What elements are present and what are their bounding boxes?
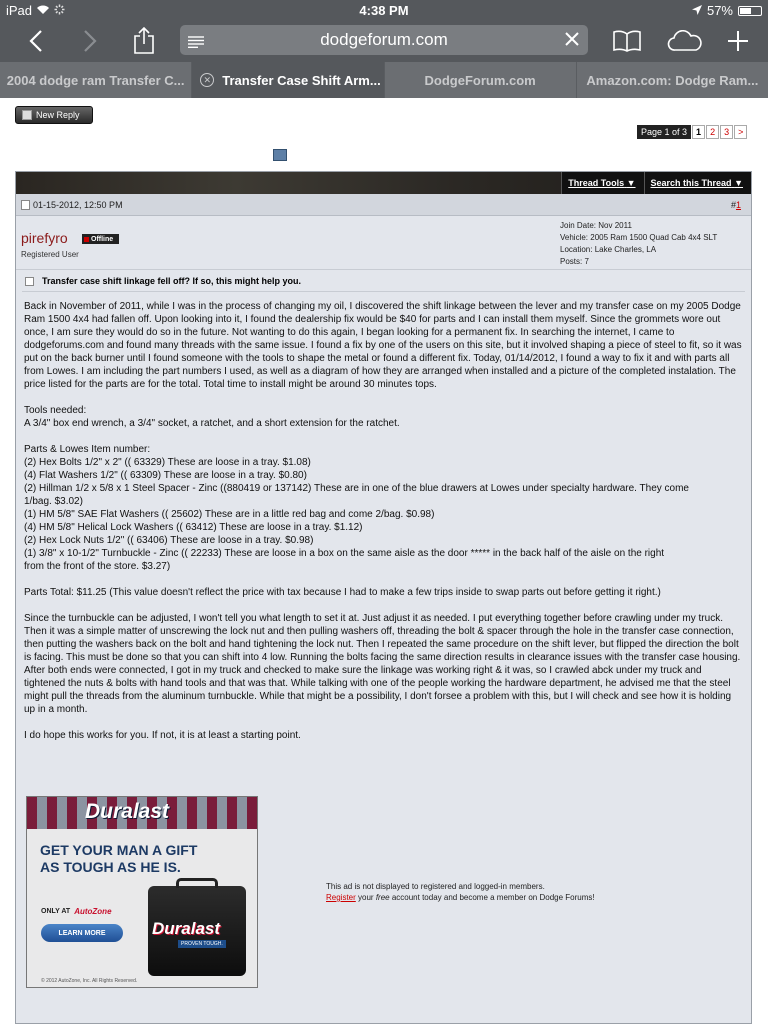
new-tab-button[interactable] [722,25,754,57]
only-at-label: ONLY AT [41,908,71,915]
case-handle [176,878,218,888]
post-header [16,194,751,216]
page-count-label: Page 1 of 3 [637,125,691,139]
location: Location: Lake Charles, LA [560,245,657,254]
url-text: dodgeforum.com [320,30,448,49]
address-bar[interactable] [180,25,588,55]
status-bar [0,0,768,20]
post-body [16,292,751,742]
ad-logo: Duralast [85,800,170,823]
tab-3[interactable] [385,62,577,98]
parts-item: (1) 3/8" x 10-1/2" Turnbuckle - Zinc (( 22233) These are loose in a box on the same aisle as the door ***** in the back half of the aisle on the right [24,548,665,559]
parts-item: (2) Hillman 1/2 x 5/8 x 1 Steel Spacer - Zinc ((880419 or 137142) These are in one of the blue drawers at Lowes under specialty hardware. They come [24,483,689,494]
back-button[interactable] [20,25,52,57]
new-reply-button[interactable] [15,106,93,124]
autozone-logo: AutoZone [74,907,112,916]
share-button[interactable] [128,25,160,57]
page-link-3[interactable]: 3 [720,125,733,139]
vehicle: Vehicle: 2005 Ram 1500 Quad Cab 4x4 SLT [560,233,718,242]
parts-item: (2) Hex Lock Nuts 1/2" (( 63406) These are loose in a tray. $0.98) [24,535,314,546]
parts-item: (4) Flat Washers 1/2" (( 63309) These are loose in a tray. $0.80) [24,470,307,481]
tab-2-active[interactable] [192,62,384,98]
tab-label: Amazon.com: Dodge Ram... [586,72,759,88]
thread-header [16,172,751,194]
ad-headline: GET YOUR MAN A GIFT AS TOUGH AS HE IS. [40,842,198,875]
tab-label: 2004 dodge ram Transfer C... [6,72,185,88]
offline-badge [82,234,119,244]
ad-notice-free: free [375,893,390,902]
parts-item: (4) HM 5/8" Helical Lock Washers (( 63412) These are loose in a tray. $1.12) [24,522,363,533]
parts-item: 1/bag. $3.02) [24,496,83,507]
username-link[interactable]: pirefyro [21,230,68,246]
cloud-icon [667,30,703,52]
thread-tools-menu[interactable] [561,172,643,194]
post-paragraph: Since the turnbuckle can be adjusted, I won't tell you what length to set it at. Just adjust it as needed. I put everything together before crawling under my truck. Then it was a simple matter of unscrewing the lock nut and then pulling washers off, threading the bolt & spacer through the hole in the transfer case connection, then putting the washers back on the bolt and hand tightening the lock nut. Then I repeated the same procedure on the shift lever, but flipped the direction the bolt is facing. This must be done so that you can shift into 4 low. Running the bolts facing the same direction results in clearance issues with the transfer case housing. After both ends were connected, I got in my truck and checked to make sure the linkage was working right & it was, so I crawled abck under my truck and tightened the nuts & bolts with hand tools and that was that. While talking with one of the people working the hardware department, he advised me that the steel might pull the threads from the aluminum turnbuckle. While that might be a possibility, I don't forsee a problem with this, but I will check and see how it is holding up in a month. [24,613,741,715]
status-dot-icon [84,237,89,242]
register-link[interactable]: Register [326,893,356,902]
join-date: Join Date: Nov 2011 [560,221,632,230]
parts-item: (2) Hex Bolts 1/2" x 2" (( 63329) These are loose in a tray. $1.08) [24,457,311,468]
user-title: Registered User [21,250,79,259]
ad-notice [326,881,595,903]
ad-only-at [41,907,112,916]
parts-heading: Parts & Lowes Item number: [24,444,151,455]
tools-text: A 3/4" box end wrench, a 3/4" socket, a ratchet, and a short extension for the ratchet. [24,418,400,429]
close-tab-icon[interactable]: ✕ [200,73,214,87]
icloud-tabs-button[interactable] [666,25,704,57]
tools-heading: Tools needed: [24,405,87,416]
parts-item: (1) HM 5/8" SAE Flat Washers (( 25602) These are in a little red bag and come 2/bag. $0.98) [24,509,435,520]
ad-notice-text: account today and become a member on Dodge Forums! [389,893,595,902]
search-thread-label: Search this Thread [650,178,732,188]
next-page-link[interactable]: > [734,125,747,139]
battery-icon [738,6,762,16]
forward-arrow-icon [83,30,97,52]
thread-container [15,171,752,1024]
ad-banner[interactable] [26,796,258,988]
bookmarks-button[interactable] [611,25,643,57]
tab-label: Transfer Case Shift Arm... [222,72,381,88]
page-link-2[interactable]: 2 [706,125,719,139]
page-navigation [636,125,747,139]
forward-button[interactable] [74,25,106,57]
post-number-prefix: # [730,200,736,210]
device-name: iPad [6,3,33,18]
page-link-1[interactable]: 1 [692,125,705,139]
tab-bar [0,62,768,98]
tab-1[interactable] [0,62,192,98]
case-tagline: PROVEN TOUGH. [178,940,226,948]
post-date: 01-15-2012, 12:50 PM [33,200,123,210]
clear-url-icon[interactable] [564,31,580,52]
post-title-icon [25,277,34,286]
tab-4[interactable] [577,62,768,98]
status-time: 4:38 PM [359,3,409,18]
parts-total: Parts Total: $11.25 (This value doesn't reflect the price with tax because I had to make a few trips inside to swap parts out before getting it right.) [24,587,661,598]
post-icon [21,200,30,210]
post-paragraph: Back in November of 2011, while I was in the process of changing my oil, I discovered the shift linkage between the lever and my transfer case on my 2005 Dodge Ram 1500 4x4 had fallen off. Upon looking into it, I found the dealership fix would be $40 for parts and I can install them myself. Since the grommets wore out once, I am sure they would do so in the future. Not wanting to do this again, I began looking for a permanent fix. In searching the internet, I came to dodgeforums.com and found many threads with the same issue. I found a fix by one of the users on this site, but it involved shaping a piece of steel to fit, so it was put on the back burner until I found someone with the tools to shape the metal or found a different fix. Today, 01/14/2012, I found a way to fix it and with parts all from Lowes. I am including the part numbers I used, as well as a diagram of how they are arranged when installed and a picture of the completed instalation. The price listed for the parts are for the total. Total time to install might be around 30 minutes tops. [24,301,742,390]
post-title-text: Transfer case shift linkage fell off? If so, this might help you. [42,276,302,286]
browser-toolbar [0,20,768,62]
forum-page [0,98,768,1024]
post-title [22,270,745,292]
location-arrow-icon [692,3,702,18]
plus-icon [727,30,749,52]
ad-notice-text: your [355,893,376,902]
learn-more-button[interactable]: LEARN MORE [41,924,123,942]
new-reply-label: New Reply [36,110,80,120]
user-details [560,220,717,268]
ad-notice-line: This ad is not displayed to registered and logged-in members. [326,882,545,891]
post-count: Posts: 7 [560,257,589,266]
post-number-link[interactable]: 1 [735,200,741,210]
thread-tools-label: Thread Tools [568,178,625,188]
dropdown-arrow-icon: ▼ [734,178,743,188]
post-number [731,200,741,210]
tab-label: DodgeForum.com [424,72,536,88]
offline-label: Offline [91,235,114,243]
tool-case-image [148,886,246,976]
closing-line: I do hope this works for you. If not, it is at least a starting point. [24,730,301,741]
search-thread-menu[interactable] [644,172,751,194]
dropdown-arrow-icon: ▼ [626,178,636,188]
book-icon [613,30,641,52]
user-info-row [16,216,751,270]
parts-item: from the front of the store. $3.27) [24,561,171,572]
ad-copyright: © 2012 AutoZone, Inc. All Rights Reserved. [41,978,138,984]
back-arrow-icon [29,30,43,52]
battery-percent: 57% [706,3,733,18]
camera-icon[interactable] [273,149,287,161]
reply-icon [22,110,32,120]
share-icon [133,27,155,55]
case-logo: Duralast [152,919,221,938]
